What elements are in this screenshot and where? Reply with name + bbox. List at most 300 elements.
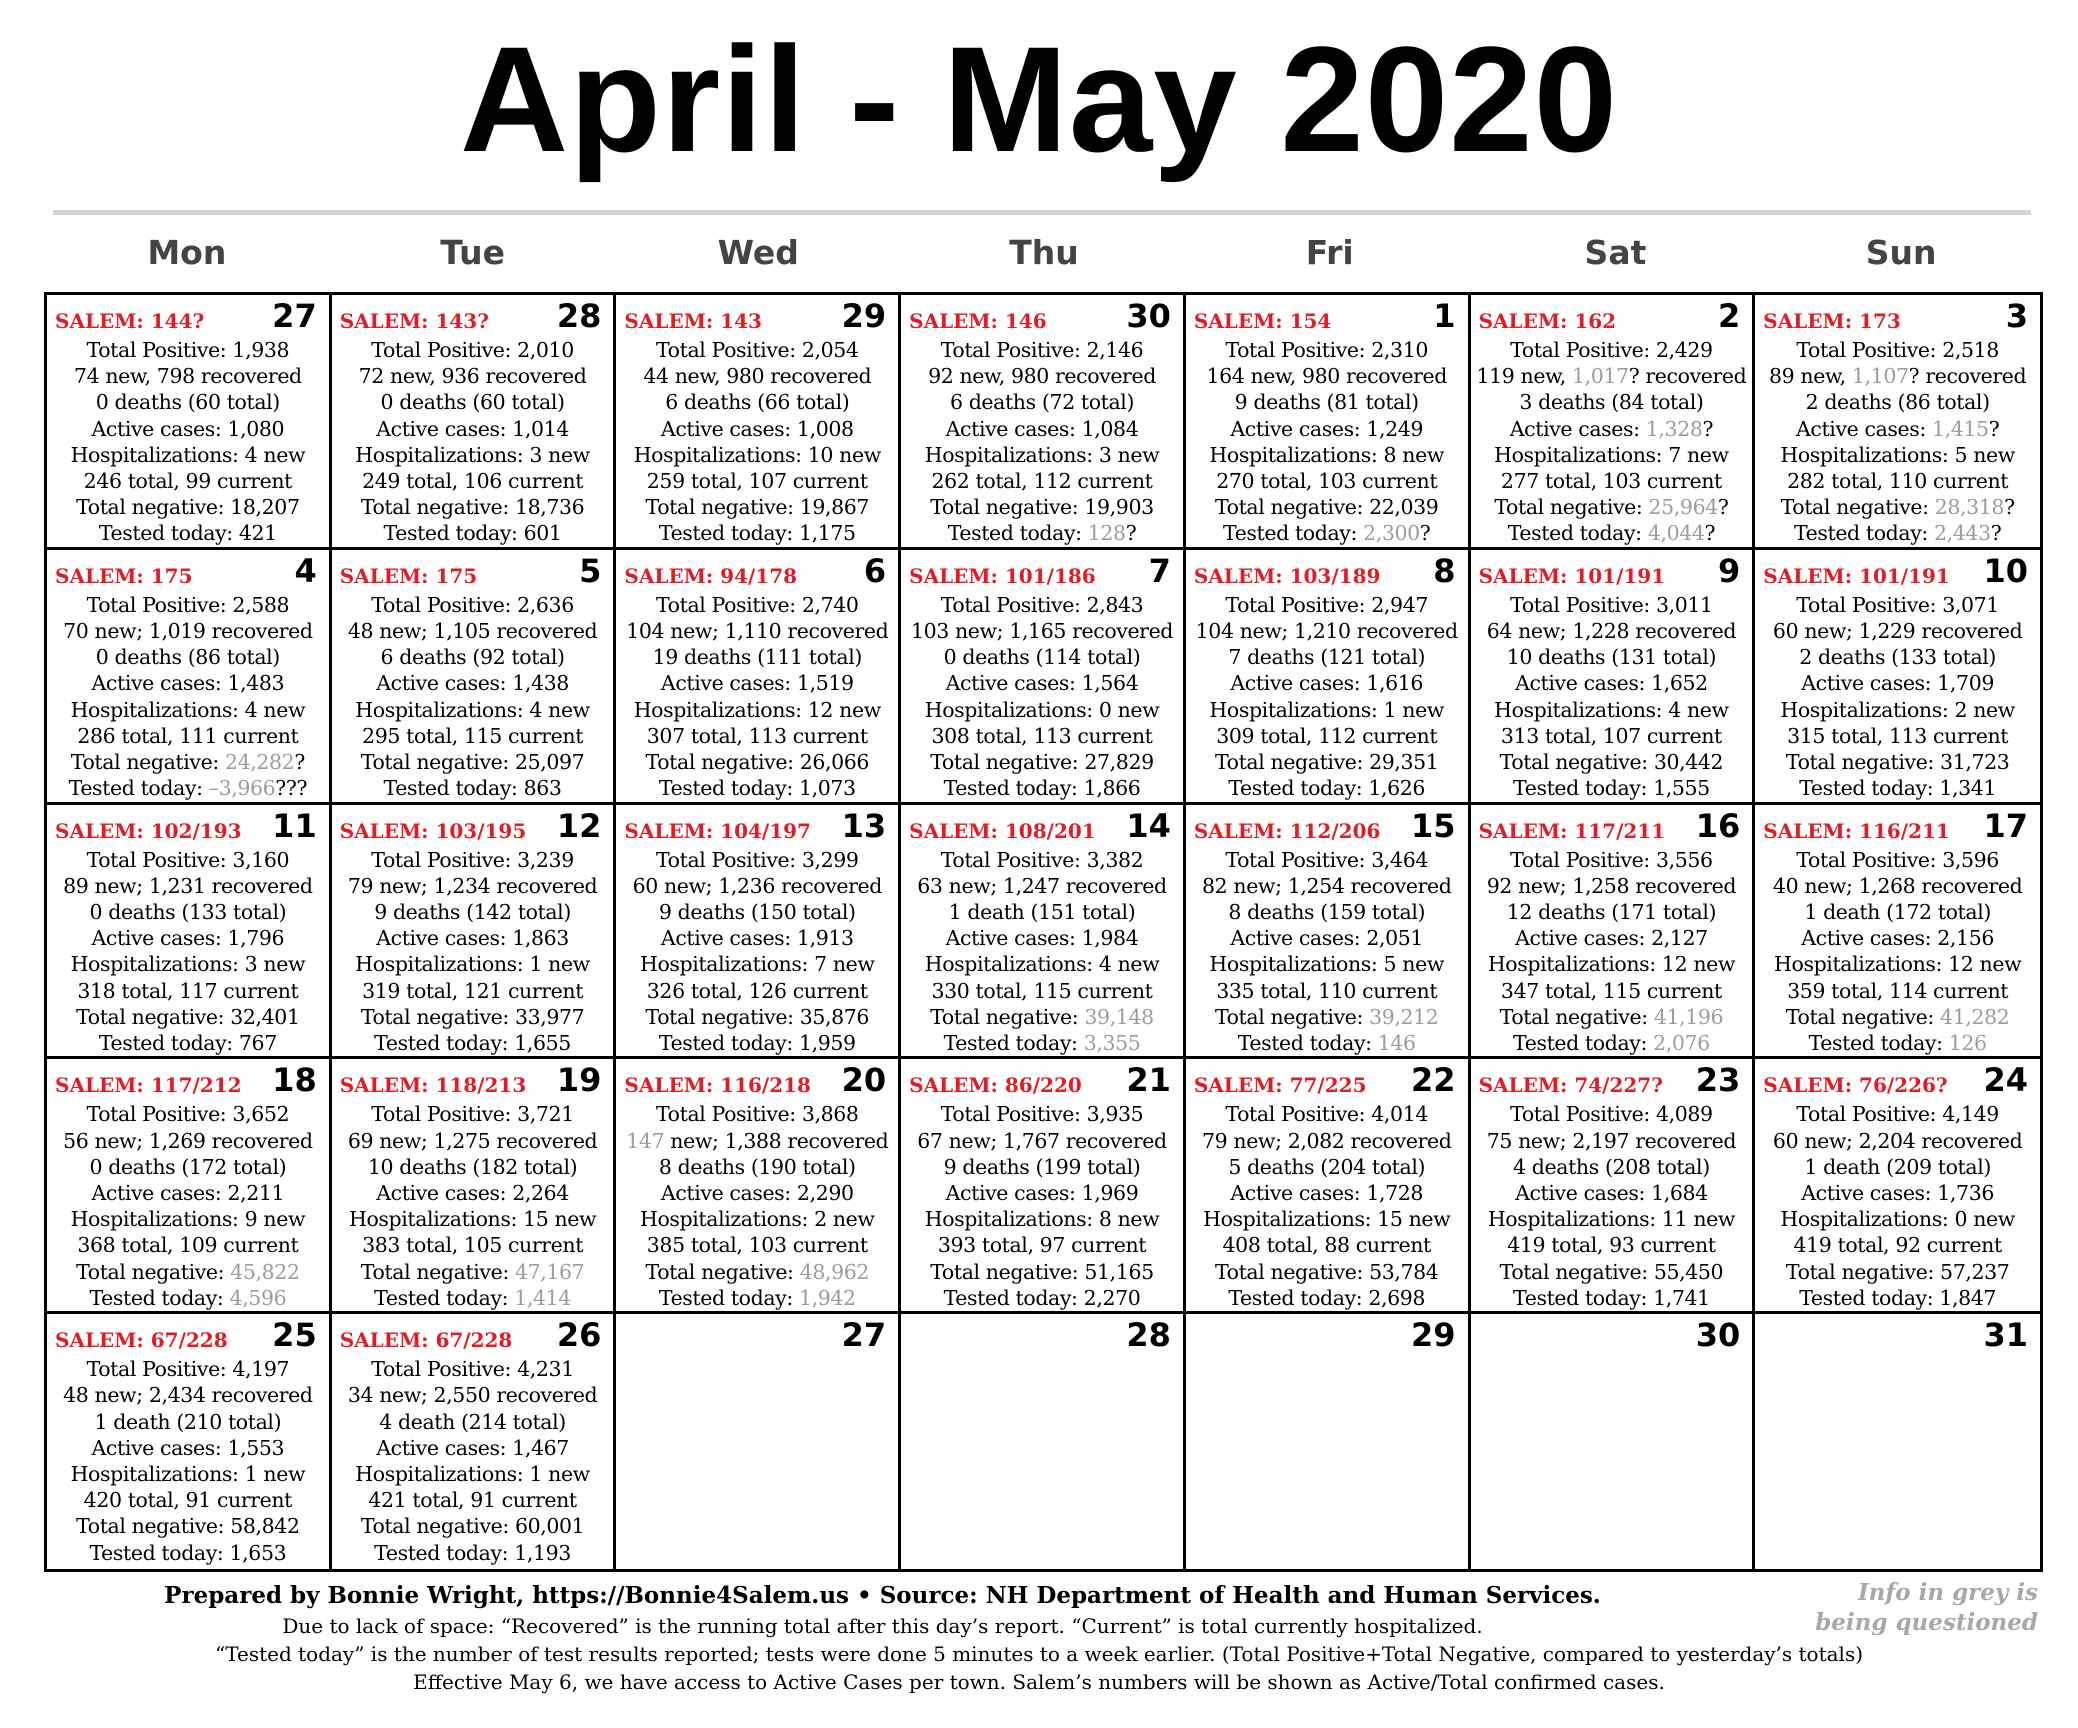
- stat-text: Hospitalizations: 4 new: [355, 697, 590, 722]
- stat-line: [1755, 442, 2040, 468]
- stat-text: Total Positive: 2,740: [656, 592, 859, 617]
- stat-text: 5 deaths (204 total): [1228, 1154, 1426, 1179]
- day-stats: [1755, 337, 2040, 547]
- stat-line: [901, 644, 1183, 670]
- day-number: 28: [1126, 1316, 1171, 1355]
- day-cell: [1471, 1314, 1756, 1569]
- day-cell: [47, 1314, 332, 1569]
- stat-line: [332, 1461, 614, 1487]
- stat-line: [47, 1101, 329, 1127]
- day-stats: [332, 337, 614, 547]
- stat-text: Total Positive: 2,429: [1510, 338, 1713, 362]
- stat-line: [1186, 1232, 1468, 1258]
- stat-line: [47, 592, 329, 618]
- stat-line: [901, 1128, 1183, 1154]
- stat-line: [616, 697, 898, 723]
- stat-line: [616, 1030, 898, 1056]
- stat-line: [47, 1382, 329, 1408]
- stat-line: [901, 618, 1183, 644]
- day-number: 15: [1411, 806, 1456, 845]
- stat-line: [1755, 873, 2040, 899]
- stat-line: [1471, 749, 1753, 775]
- stat-line: [1186, 389, 1468, 415]
- stat-text: ? recovered: [1628, 364, 1747, 389]
- day-stats: [901, 1101, 1183, 1311]
- stat-text: 368 total, 109 current: [77, 1233, 299, 1258]
- questioned-value: 1,107: [1851, 364, 1909, 389]
- stat-line: [1755, 389, 2040, 415]
- stat-line: [1755, 697, 2040, 723]
- stat-line: [332, 1030, 614, 1056]
- day-number: 20: [841, 1061, 887, 1100]
- stat-text: 259 total, 107 current: [646, 469, 868, 494]
- stat-line: [616, 749, 898, 775]
- stat-line: [47, 442, 329, 468]
- stat-line: [616, 644, 898, 670]
- stat-text: 3 deaths (84 total): [1519, 390, 1704, 415]
- stat-line: [47, 1487, 329, 1513]
- salem-count: SALEM: 143?: [339, 309, 489, 333]
- stat-text: Active cases: 2,211: [91, 1181, 285, 1205]
- questioned-value: 2,300: [1363, 521, 1420, 546]
- stat-text: Hospitalizations: 1 new: [1209, 697, 1444, 722]
- stat-text: Total Positive: 3,160: [86, 847, 290, 872]
- stat-line: [1471, 1101, 1753, 1127]
- stat-line: [332, 847, 614, 873]
- stat-line: [1755, 416, 2040, 442]
- stat-text: Tested today: 1,175: [658, 521, 856, 546]
- stat-line: [1186, 873, 1468, 899]
- stat-line: [1755, 1285, 2040, 1311]
- stat-text: Total Positive: 2,636: [371, 592, 574, 617]
- questioned-value: 41,196: [1653, 1004, 1724, 1029]
- stat-text: Hospitalizations: 0 new: [924, 697, 1160, 722]
- stat-text: Total Positive: 2,588: [86, 592, 290, 617]
- day-stats: [332, 847, 614, 1057]
- stat-line: [47, 468, 329, 494]
- footer-note-recovered: Due to lack of space: “Recovered” is the running total after this day’s report. “Current” is total currently hospitalized.: [282, 1614, 1483, 1638]
- stat-text: ?: [1988, 416, 2000, 441]
- salem-count: SALEM: 116/218: [624, 1073, 811, 1098]
- stat-line: [1755, 749, 2040, 775]
- stat-text: 246 total, 99 current: [83, 469, 293, 494]
- stat-line: [1186, 494, 1468, 520]
- stat-line: [616, 618, 898, 644]
- stat-line: [616, 1206, 898, 1232]
- day-cell: [901, 295, 1186, 550]
- stat-line: [901, 723, 1183, 749]
- salem-count: SALEM: 112/206: [1193, 818, 1381, 843]
- stat-text: Active cases: 1,913: [660, 926, 854, 951]
- stat-line: [332, 1285, 614, 1311]
- stat-text: Active cases: 1,969: [945, 1181, 1139, 1205]
- day-number: 29: [841, 297, 887, 335]
- day-cell: [616, 550, 901, 805]
- stat-line: [332, 749, 614, 775]
- stat-line: [901, 468, 1183, 494]
- stat-text: Tested today: 421: [98, 521, 277, 546]
- stat-text: 0 deaths (114 total): [943, 645, 1141, 670]
- stat-line: [1186, 363, 1468, 389]
- stat-text: Total negative: 29,351: [1214, 750, 1439, 775]
- stat-text: Total Positive: 3,239: [371, 847, 574, 872]
- stat-text: 64 new; 1,228 recovered: [1486, 619, 1737, 643]
- stat-text: Hospitalizations: 7 new: [1494, 442, 1729, 467]
- stat-line: [1471, 644, 1753, 670]
- questioned-value: 128: [1087, 521, 1126, 546]
- day-stats: [1755, 847, 2040, 1057]
- stat-text: 347 total, 115 current: [1500, 978, 1722, 1003]
- stat-line: [1471, 951, 1753, 977]
- stat-text: 40 new; 1,268 recovered: [1772, 873, 2023, 898]
- day-stats: [1186, 337, 1468, 547]
- stat-text: Tested today: 1,847: [1799, 1285, 1997, 1310]
- day-number: 31: [1983, 1316, 2028, 1355]
- stat-text: Total Positive: 3,556: [1510, 847, 1713, 872]
- stat-text: Total negative: 35,876: [645, 1004, 870, 1029]
- stat-line: [1471, 1259, 1753, 1285]
- salem-count: SALEM: 67/228: [339, 1328, 513, 1353]
- questioned-value: 39,148: [1084, 1004, 1154, 1029]
- stat-text: 2 deaths (133 total): [1799, 645, 1997, 670]
- stat-text: 9 deaths (142 total): [374, 900, 571, 924]
- stat-line: [901, 670, 1183, 696]
- salem-count: SALEM: 118/213: [339, 1073, 527, 1098]
- day-cell: [1186, 1059, 1471, 1314]
- stat-text: Total negative: 57,237: [1785, 1259, 2010, 1284]
- stat-text: Tested today:: [1507, 521, 1648, 546]
- stat-text: 4 death (214 total): [379, 1409, 566, 1434]
- salem-count: SALEM: 173: [1763, 309, 1901, 333]
- salem-count: SALEM: 101/191: [1478, 563, 1666, 588]
- stat-text: Total negative: 60,001: [360, 1514, 585, 1539]
- day-cell: [1471, 1059, 1756, 1314]
- stat-text: 1 death (209 total): [1804, 1154, 1991, 1179]
- stat-text: Active cases: 1,553: [91, 1435, 285, 1460]
- stat-text: 92 new; 1,258 recovered: [1486, 873, 1737, 898]
- stat-text: 10 deaths (131 total): [1506, 645, 1717, 670]
- stat-line: [1471, 670, 1753, 696]
- stat-text: Active cases:: [1795, 416, 1932, 441]
- stat-text: 8 deaths (190 total): [658, 1154, 856, 1179]
- stat-text: 419 total, 92 current: [1793, 1233, 2002, 1258]
- stat-text: 277 total, 103 current: [1500, 469, 1722, 494]
- stat-line: [1186, 1154, 1468, 1180]
- day-stats: [616, 847, 898, 1057]
- stat-text: 307 total, 113 current: [646, 723, 868, 748]
- salem-count: SALEM: 146: [909, 309, 1047, 333]
- questioned-value: 47,167: [514, 1259, 585, 1284]
- stat-line: [47, 951, 329, 977]
- stat-text: 6 deaths (66 total): [665, 390, 850, 415]
- stat-line: [332, 873, 614, 899]
- stat-text: 72 new, 936 recovered: [358, 364, 587, 389]
- stat-line: [616, 1232, 898, 1258]
- day-number: 25: [272, 1316, 317, 1355]
- stat-line: [332, 389, 614, 415]
- stat-text: 75 new; 2,197 recovered: [1486, 1128, 1737, 1153]
- day-stats: [1755, 1101, 2040, 1311]
- stat-line: [901, 1180, 1183, 1206]
- day-number: 4: [294, 551, 317, 590]
- stat-text: ?: [1717, 495, 1729, 520]
- day-stats: [47, 847, 329, 1057]
- stat-text: 9 deaths (81 total): [1234, 390, 1419, 415]
- stat-line: [1755, 723, 2040, 749]
- stat-text: Active cases: 1,564: [945, 671, 1139, 696]
- stat-text: ?: [1125, 521, 1137, 546]
- day-stats: [1186, 847, 1468, 1057]
- stat-line: [332, 442, 614, 468]
- stat-text: 0 deaths (60 total): [95, 390, 280, 415]
- stat-line: [1186, 644, 1468, 670]
- day-cell: [47, 1059, 332, 1314]
- stat-line: [332, 1409, 614, 1435]
- stat-line: [47, 925, 329, 951]
- stat-line: [1471, 416, 1753, 442]
- stat-text: 89 new,: [1769, 364, 1852, 389]
- stat-text: 9 deaths (150 total): [658, 900, 856, 924]
- stat-line: [1186, 670, 1468, 696]
- stat-text: 1 death (151 total): [948, 900, 1136, 924]
- salem-count: SALEM: 116/211: [1763, 818, 1950, 843]
- stat-text: Tested today: 1,193: [374, 1540, 571, 1565]
- stat-text: Active cases: 1,008: [660, 416, 854, 441]
- stat-text: 0 deaths (133 total): [89, 900, 287, 924]
- questioned-value: 41,282: [1940, 1004, 2010, 1029]
- stat-line: [332, 1540, 614, 1566]
- stat-text: Tested today:: [1793, 521, 1935, 546]
- stat-text: 282 total, 110 current: [1787, 469, 2009, 494]
- stat-line: [332, 363, 614, 389]
- stat-line: [616, 389, 898, 415]
- stat-line: [1471, 442, 1753, 468]
- stat-line: [332, 775, 614, 801]
- salem-count: SALEM: 108/201: [909, 818, 1096, 843]
- stat-text: Total Positive: 3,071: [1796, 592, 1999, 617]
- day-cell: [1755, 550, 2040, 805]
- day-cell: [332, 1059, 617, 1314]
- stat-line: [332, 1101, 614, 1127]
- stat-line: [1755, 363, 2040, 389]
- stat-text: Active cases: 1,483: [91, 671, 285, 696]
- stat-line: [616, 337, 898, 363]
- stat-line: [1471, 389, 1753, 415]
- stat-line: [332, 978, 614, 1004]
- weekday-mon: Mon: [147, 233, 227, 272]
- stat-line: [901, 592, 1183, 618]
- stat-line: [1186, 1259, 1468, 1285]
- stat-text: 249 total, 106 current: [362, 469, 584, 494]
- stat-line: [616, 873, 898, 899]
- stat-line: [1471, 468, 1753, 494]
- questioned-value: 48,962: [799, 1259, 870, 1284]
- stat-text: Hospitalizations: 5 new: [1780, 442, 2015, 467]
- stat-line: [332, 723, 614, 749]
- stat-line: [1471, 775, 1753, 801]
- stat-text: Total Positive: 3,652: [86, 1102, 290, 1127]
- stat-line: [1471, 1030, 1753, 1056]
- stat-text: Active cases: 2,264: [376, 1181, 569, 1205]
- salem-count: SALEM: 77/225: [1193, 1073, 1367, 1098]
- stat-text: Tested today:: [1237, 1031, 1378, 1056]
- day-stats: [47, 1101, 329, 1311]
- stat-text: 60 new; 1,236 recovered: [632, 873, 882, 898]
- stat-line: [47, 1409, 329, 1435]
- stat-line: [901, 697, 1183, 723]
- weekday-fri: Fri: [1305, 233, 1354, 272]
- stat-text: Total negative:: [1214, 1004, 1370, 1029]
- stat-line: [901, 1004, 1183, 1030]
- stat-line: [47, 1513, 329, 1539]
- stat-line: [901, 1206, 1183, 1232]
- stat-line: [1755, 1259, 2040, 1285]
- stat-line: [901, 847, 1183, 873]
- day-stats: [332, 1356, 614, 1566]
- stat-text: Total negative: 19,903: [930, 495, 1154, 520]
- stat-text: 262 total, 112 current: [931, 469, 1153, 494]
- stat-text: ?: [1702, 416, 1714, 441]
- day-number: 11: [272, 806, 317, 845]
- stat-text: Tested today:: [1513, 1031, 1654, 1056]
- questioned-value: 1,415: [1932, 416, 1989, 441]
- stat-text: Hospitalizations: 0 new: [1780, 1207, 2015, 1232]
- day-number: 26: [556, 1316, 602, 1355]
- stat-text: Active cases: 1,728: [1230, 1181, 1424, 1205]
- questioned-value: 3,355: [1083, 1031, 1141, 1056]
- salem-count: SALEM: 117/211: [1478, 818, 1666, 843]
- stat-line: [1755, 1004, 2040, 1030]
- questioned-value: 4,596: [229, 1285, 287, 1310]
- stat-line: [1471, 1004, 1753, 1030]
- salem-count: SALEM: 143: [624, 309, 762, 333]
- stat-line: [616, 592, 898, 618]
- stat-text: ?: [2004, 495, 2015, 520]
- grey-info-note: [1778, 1578, 2038, 1638]
- day-number: 16: [1695, 806, 1741, 845]
- stat-line: [332, 1435, 614, 1461]
- day-cell: [1755, 1059, 2040, 1314]
- stat-text: Total negative:: [1785, 1004, 1941, 1029]
- stat-line: [1186, 1128, 1468, 1154]
- stat-text: Total Positive: 3,868: [656, 1102, 859, 1127]
- stat-text: 326 total, 126 current: [646, 978, 868, 1003]
- stat-text: Active cases: 1,984: [945, 926, 1139, 951]
- stat-text: Total Positive: 2,054: [656, 338, 859, 362]
- stat-line: [901, 1259, 1183, 1285]
- stat-text: Total Positive: 3,382: [940, 847, 1144, 872]
- stat-line: [1755, 978, 2040, 1004]
- stat-line: [332, 697, 614, 723]
- stat-text: Hospitalizations: 12 new: [1487, 952, 1736, 977]
- stat-line: [1471, 899, 1753, 925]
- stat-text: Active cases: 1,796: [91, 926, 285, 951]
- stat-line: [332, 951, 614, 977]
- stat-text: Total negative:: [930, 1004, 1085, 1029]
- stat-text: Active cases: 1,519: [660, 671, 854, 696]
- stat-line: [1186, 520, 1468, 546]
- stat-line: [1471, 873, 1753, 899]
- stat-text: Tested today: 1,626: [1228, 776, 1426, 801]
- stat-text: Active cases: 1,084: [945, 416, 1139, 441]
- stat-text: Total negative: 18,736: [360, 495, 585, 520]
- stat-line: [901, 1154, 1183, 1180]
- stat-text: Hospitalizations: 1 new: [70, 1462, 306, 1486]
- stat-line: [616, 1004, 898, 1030]
- stat-line: [1471, 1285, 1753, 1311]
- day-number: 24: [1983, 1061, 2028, 1100]
- stat-text: Tested today: 2,270: [943, 1285, 1141, 1310]
- stat-line: [1471, 1180, 1753, 1206]
- stat-line: [901, 416, 1183, 442]
- stat-text: Tested today: 2,698: [1228, 1285, 1426, 1310]
- stat-line: [332, 592, 614, 618]
- stat-text: Hospitalizations: 8 new: [1209, 442, 1444, 467]
- stat-line: [1471, 618, 1753, 644]
- stat-line: [332, 494, 614, 520]
- day-number: 28: [556, 297, 602, 335]
- stat-text: 69 new; 1,275 recovered: [347, 1128, 598, 1153]
- stat-line: [1186, 337, 1468, 363]
- stat-text: Active cases: 1,616: [1230, 671, 1424, 696]
- stat-line: [1755, 468, 2040, 494]
- stat-line: [1755, 1206, 2040, 1232]
- day-number: 12: [556, 806, 602, 845]
- grey-info-note-line1: Info in grey is: [1857, 1579, 2038, 1606]
- stat-line: [616, 1101, 898, 1127]
- stat-text: new; 1,388 recovered: [664, 1128, 889, 1153]
- questioned-value: 24,282: [224, 750, 295, 775]
- stat-text: Total Positive: 4,197: [86, 1357, 290, 1382]
- stat-text: 19 deaths (111 total): [652, 645, 862, 670]
- day-cell: [901, 550, 1186, 805]
- stat-text: Total Positive: 4,014: [1225, 1102, 1428, 1127]
- questioned-value: 1,017: [1572, 364, 1629, 389]
- day-number: 10: [1983, 551, 2028, 590]
- stat-line: [1755, 1232, 2040, 1258]
- stat-line: [332, 520, 614, 546]
- stat-text: Total negative: 55,450: [1499, 1259, 1724, 1284]
- day-number: 29: [1411, 1316, 1456, 1355]
- stat-text: Tested today:: [1223, 521, 1364, 546]
- stat-text: 270 total, 103 current: [1216, 469, 1438, 494]
- questioned-value: 2,443: [1934, 521, 1991, 546]
- stat-line: [1471, 520, 1753, 546]
- stat-text: Hospitalizations: 5 new: [1209, 952, 1444, 977]
- stat-text: Total negative: 30,442: [1499, 750, 1724, 775]
- stat-line: [616, 468, 898, 494]
- stat-line: [332, 416, 614, 442]
- stat-text: 12 deaths (171 total): [1506, 900, 1717, 924]
- day-stats: [901, 847, 1183, 1057]
- stat-text: 92 new, 980 recovered: [928, 364, 1156, 389]
- questioned-value: 28,318: [1934, 495, 2005, 520]
- stat-text: Hospitalizations: 15 new: [1203, 1207, 1451, 1232]
- stat-line: [616, 847, 898, 873]
- stat-text: Total Positive: 4,149: [1796, 1102, 1999, 1127]
- stat-line: [332, 468, 614, 494]
- questioned-value: 126: [1948, 1031, 1987, 1056]
- stat-line: [901, 1285, 1183, 1311]
- day-cell: [332, 550, 617, 805]
- stat-line: [1755, 951, 2040, 977]
- stat-text: Total Positive: 3,011: [1510, 592, 1713, 617]
- stat-line: [1755, 670, 2040, 696]
- stat-text: Active cases: 1,249: [1230, 416, 1424, 441]
- stat-text: Total negative:: [70, 750, 225, 775]
- day-cell: [616, 1314, 901, 1569]
- stat-line: [1755, 1101, 2040, 1127]
